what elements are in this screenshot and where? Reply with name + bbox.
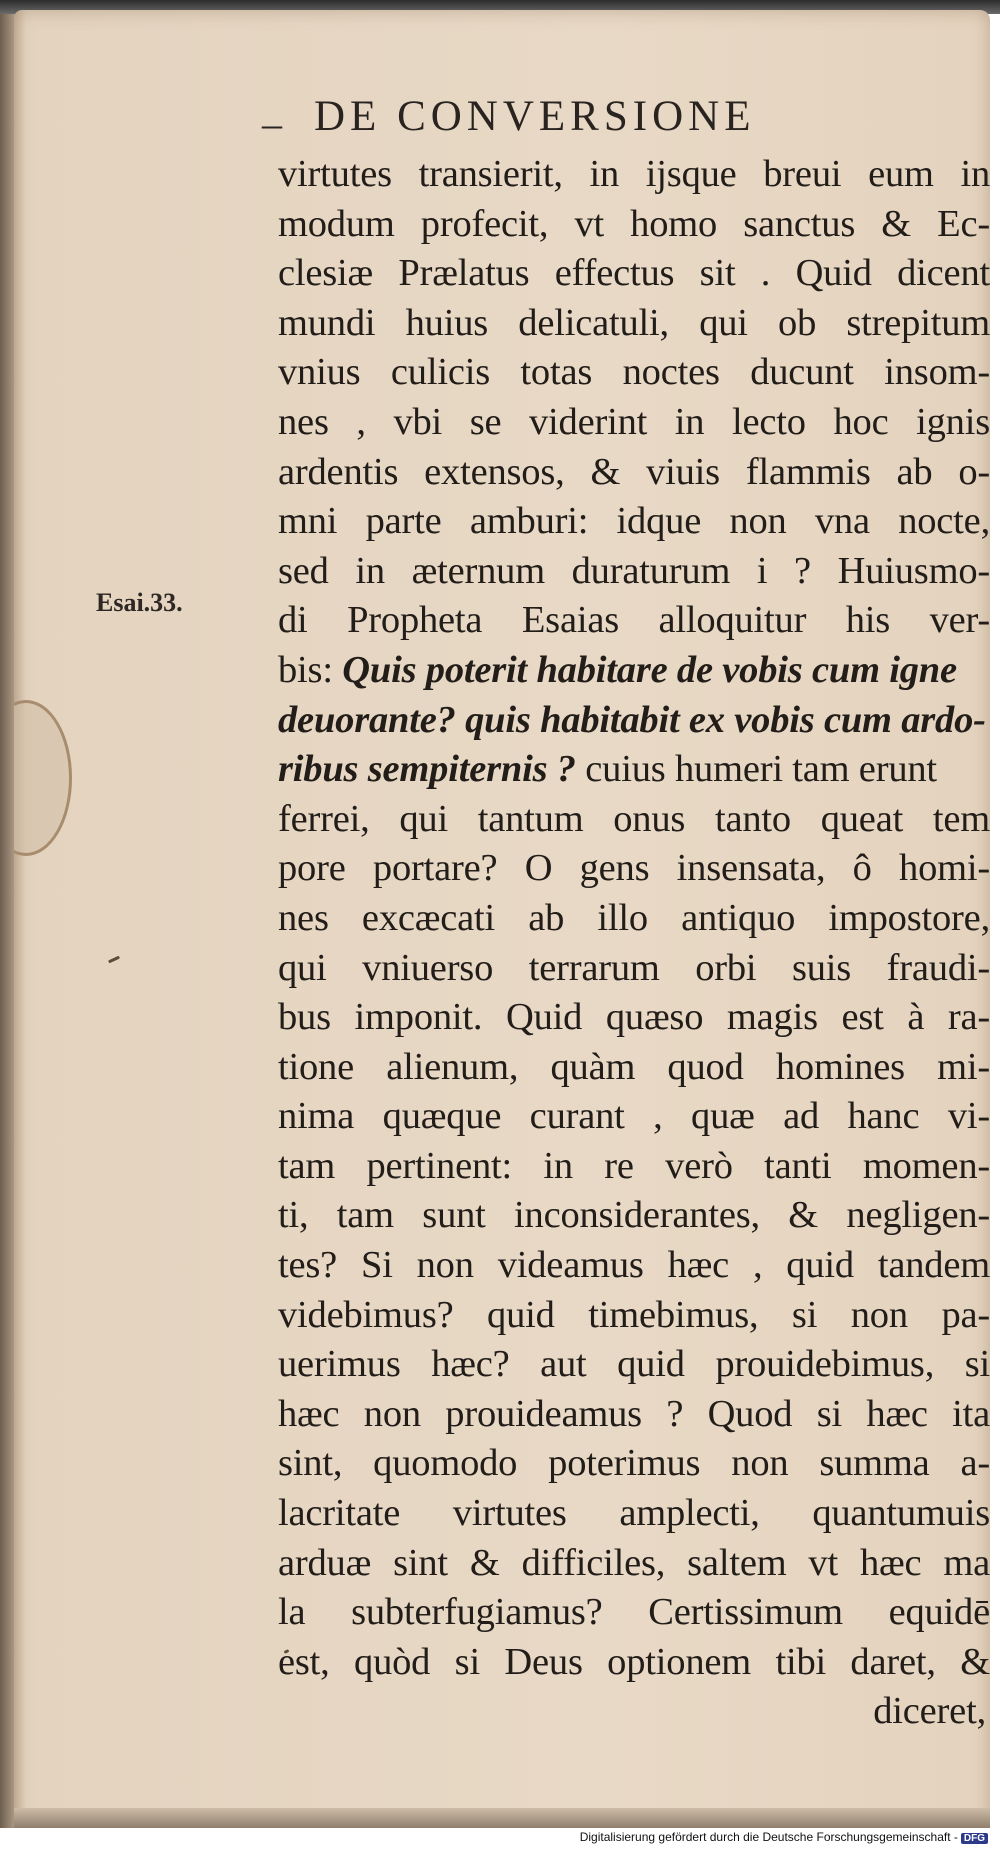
- book-edge-bottom: [14, 1808, 990, 1828]
- text-line: clesiæ Prælatus effectus sit . Quid dicent: [278, 252, 990, 295]
- text-line: arduæ sint & difficiles, saltem vt hæc ma: [278, 1541, 990, 1584]
- text-line: bus imponit. Quid quæso magis est à ra-: [278, 996, 990, 1039]
- text-line: sint, quomodo poterimus non summa a-: [278, 1442, 990, 1485]
- running-header-text: DE CONVERSIONE: [314, 93, 756, 140]
- text-line: modum profecit, vt homo sanctus & Ec-: [278, 202, 990, 245]
- text-line: sed in æternum duraturum i ? Huiusmo-: [278, 549, 990, 592]
- margin-note-reference: Esai.33.: [96, 588, 183, 617]
- digitization-credit: [580, 1830, 988, 1844]
- text-line: ferrei, qui tantum onus tanto queat tem: [278, 797, 990, 840]
- text-line: nima quæque curant , quæ ad hanc vi-: [278, 1095, 990, 1138]
- text-line: di Propheta Esaias alloquitur his ver-: [278, 599, 990, 642]
- text-line: virtutes transierit, in ijsque breui eum in: [278, 153, 990, 195]
- italic-quotation: quis habitabit ex vobis cum ardo-: [465, 698, 986, 741]
- text-line: mundi huius delicatuli, qui ob strepitum: [278, 301, 990, 344]
- text-line: vnius culicis totas noctes ducunt insom-: [278, 351, 990, 394]
- digitization-credit-text: Digitalisierung gefördert durch die Deutsche Forschungsgemeinschaft -: [579, 1830, 958, 1844]
- italic-quotation: deuorante?: [278, 698, 466, 741]
- dfg-logo: DFG: [961, 1833, 988, 1844]
- text-line: lacritate virtutes amplecti, quantumuis: [278, 1492, 990, 1535]
- text-line: qui vniuerso terrarum orbi suis fraudi-: [278, 946, 990, 989]
- text-line: nes , vbi se viderint in lecto hoc ignis: [278, 400, 990, 443]
- clasp-imprint: [14, 700, 72, 856]
- paper-speck: [108, 956, 120, 964]
- text-line: hæc non prouideamus ? Quod si hæc ita: [278, 1392, 990, 1435]
- text-line: est, quòd si Deus optionem tibi daret, &: [278, 1640, 990, 1683]
- text-line: ardentis extensos, & viuis flammis ab o-: [278, 450, 990, 493]
- text-line: nes excæcati ab illo antiquo impostore,: [278, 896, 990, 939]
- text-line: [278, 745, 990, 795]
- text-line-end: cuius humeri tam erunt: [585, 748, 937, 791]
- text-line: pore portare? O gens insensata, ô homi-: [278, 847, 990, 890]
- text-line: ti, tam sunt inconsiderantes, & negligen-: [278, 1194, 990, 1237]
- italic-quotation: Quis poterit habitare de vobis cum igne: [342, 648, 957, 691]
- text-line-start: bis:: [278, 648, 343, 691]
- catchword: diceret,: [873, 1690, 986, 1733]
- text-line: [278, 696, 990, 746]
- text-line: [278, 646, 990, 696]
- text-line: la subterfugiamus? Certissimum equidē: [278, 1591, 990, 1634]
- text-line: uerimus hæc? aut quid prouidebimus, si: [278, 1343, 990, 1386]
- text-line: videbimus? quid timebimus, si non pa-: [278, 1293, 990, 1336]
- italic-quotation: ribus sempiternis ?: [278, 748, 586, 791]
- text-line: mni parte amburi: idque non vna nocte,: [278, 500, 990, 543]
- body-text: [278, 150, 990, 1737]
- text-line: tam pertinent: in re verò tanti momen-: [278, 1144, 990, 1187]
- running-header-dash: –: [262, 101, 282, 146]
- text-line: tes? Si non videamus hæc , quid tandem: [278, 1244, 990, 1287]
- text-line: tione alienum, quàm quod homines mi-: [278, 1045, 990, 1088]
